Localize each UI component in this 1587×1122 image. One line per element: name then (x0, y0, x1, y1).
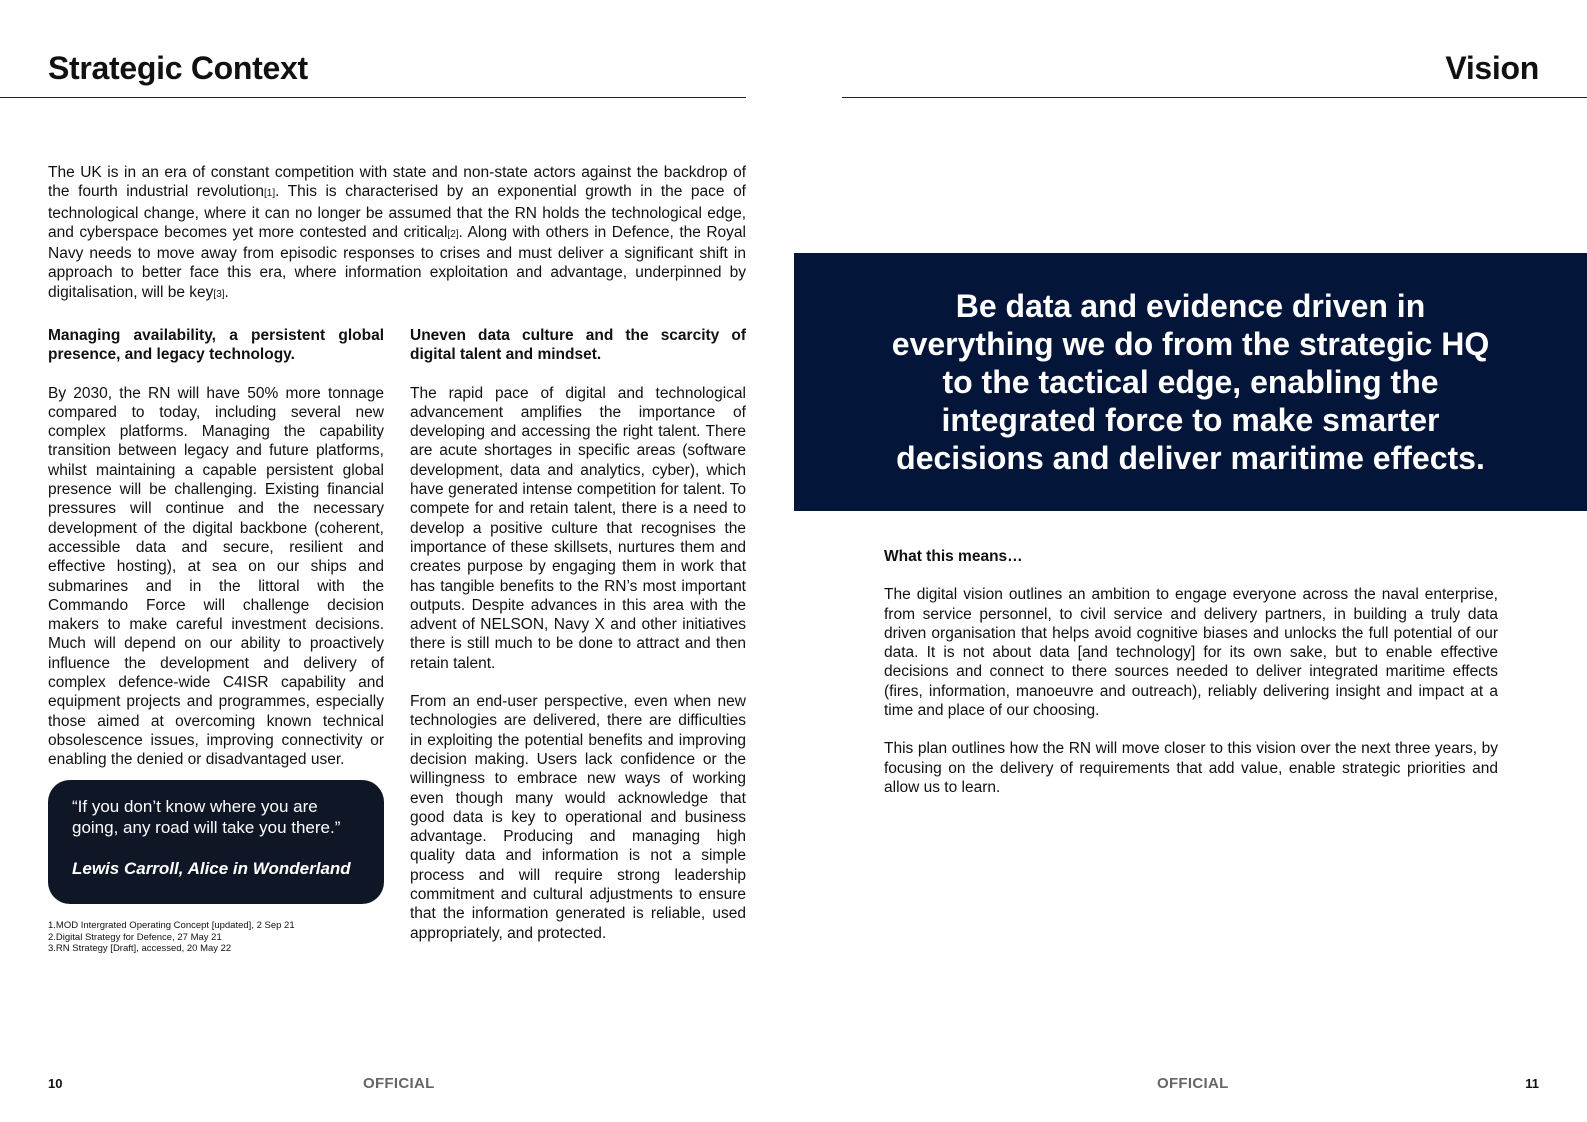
footnotes (48, 920, 384, 955)
footnote-3: 3.RN Strategy [Draft], accessed, 20 May 22 (48, 943, 232, 954)
intro-text-1: The UK is in an era of constant competition with state and non-state actors against the backdrop of the fourth industrial revolution (48, 164, 746, 201)
intro-paragraph (48, 163, 746, 304)
footnote-ref-1: [1] (264, 188, 276, 200)
column-body-culture-2: From an end-user perspective, even when new technologies are delivered, there are difficulties in exploiting the potential benefits and improving decision making. Users lack confidence or the willingness to embrace new ways of working even though many would acknowledge that good data is key to operational and business advantage. Producing and managing high quality data and information is not a simple process and will require strong leadership commitment and cultural adjustments to ensure that the information generated is reliable, used appropriately, and protected. (410, 693, 746, 942)
page-number-left: 10 (48, 1076, 63, 1091)
header-rule-right (842, 97, 1587, 98)
page-title-right: Vision (1445, 50, 1539, 86)
page-number-right: 11 (1525, 1076, 1539, 1091)
classification-left: OFFICIAL (363, 1075, 435, 1092)
column-body-culture-1: The rapid pace of digital and technological advancement amplifies the importance of developing and accessing the right talent. There are acute shortages in specific areas (software development, data and analytics, cyber), which have generated intense competition for talent. To compete for and retain talent, there is a need to develop a positive culture that recognises the importance of these skillsets, nurtures them and creates purpose by engaging them in work that has tangible benefits to the RN’s most important outputs. Despite advances in this area with the advent of NELSON, Navy X and other initiatives there is still much to be done to attract and then retain talent. (410, 384, 746, 672)
what-this-means-heading: What this means… (884, 548, 1023, 565)
vision-body-1: The digital vision outlines an ambition to engage everyone across the naval enterprise, from service personnel, to civil service and delivery partners, in building a truly data driven organisation that helps avoid cognitive biases and unlocks the full potential of our data. It is not about data [and technology] for its own sake, but to enable effective decisions and connect to there sources needed to deliver integrated maritime effects (fires, information, manoeuvre and outreach), reliably delivering insight and impact at a time and place of our choosing. (884, 586, 1498, 720)
column-culture (410, 326, 746, 943)
column-body-availability: By 2030, the RN will have 50% more tonnage compared to today, including several new complex platforms. Managing the capability transition between legacy and future platforms, whilst maintaining a capable persistent global presence will be challenging. Existing financial pressures will continue and the necessary development of the digital backbone (coherent, accessible data and secure, resilient and effective hosting), at sea on our ships and submarines and in the littoral with the Commando Force will challenge decision makers to make careful investment decisions. Much will depend on our ability to proactively influence the development and delivery of complex defence-wide C4ISR capability and equipment projects and programmes, especially those aimed at overcoming known technical obsolescence issues, improving connectivity or enabling the denied or disadvantaged user. (48, 384, 384, 769)
column-heading-availability: Managing availability, a persistent global presence, and legacy technology. (48, 327, 384, 364)
vision-body-2: This plan outlines how the RN will move closer to this vision over the next three years, by focusing on the delivery of requirements that add value, enable strategic priorities and allow us to learn. (884, 740, 1498, 796)
vision-explanation (884, 547, 1498, 797)
vision-statement: Be data and evidence driven in everything we do from the strategic HQ to the tactical edge, enabling the integrated force to make smarter decisions and deliver maritime effects. (891, 288, 1490, 476)
column-heading-culture: Uneven data culture and the scarcity of digital talent and mindset. (410, 327, 746, 364)
quote-author: Lewis Carroll, Alice in Wonderland (72, 859, 351, 878)
page-title-left: Strategic Context (48, 50, 308, 86)
intro-text-2: . This is characterised by an exponential growth in the pace of technological change, where it can no longer be assumed that the RN holds the technological edge, and cyberspace becomes yet more contested and critical (48, 183, 746, 241)
footnote-1: 1.MOD Intergrated Operating Concept [updated], 2 Sep 21 (48, 920, 295, 931)
classification-right: OFFICIAL (1157, 1075, 1229, 1092)
quote-text: “If you don’t know where you are going, any road will take you there.” (72, 797, 341, 837)
intro-text-4: . (224, 283, 229, 301)
quote-box (48, 780, 384, 904)
footnote-ref-2: [2] (447, 228, 459, 240)
footnote-ref-3: [3] (213, 288, 225, 300)
intro-text-3: . Along with others in Defence, the Royal Navy needs to move away from episodic responses to crises and must deliver a significant shift in approach to better face this era, where information exploitation and advantage, underpinned by digitalisation, will be key (48, 223, 746, 301)
header-rule-left (0, 97, 746, 98)
column-availability (48, 326, 384, 770)
footnote-2: 2.Digital Strategy for Defence, 27 May 21 (48, 931, 222, 943)
vision-banner (794, 253, 1587, 511)
